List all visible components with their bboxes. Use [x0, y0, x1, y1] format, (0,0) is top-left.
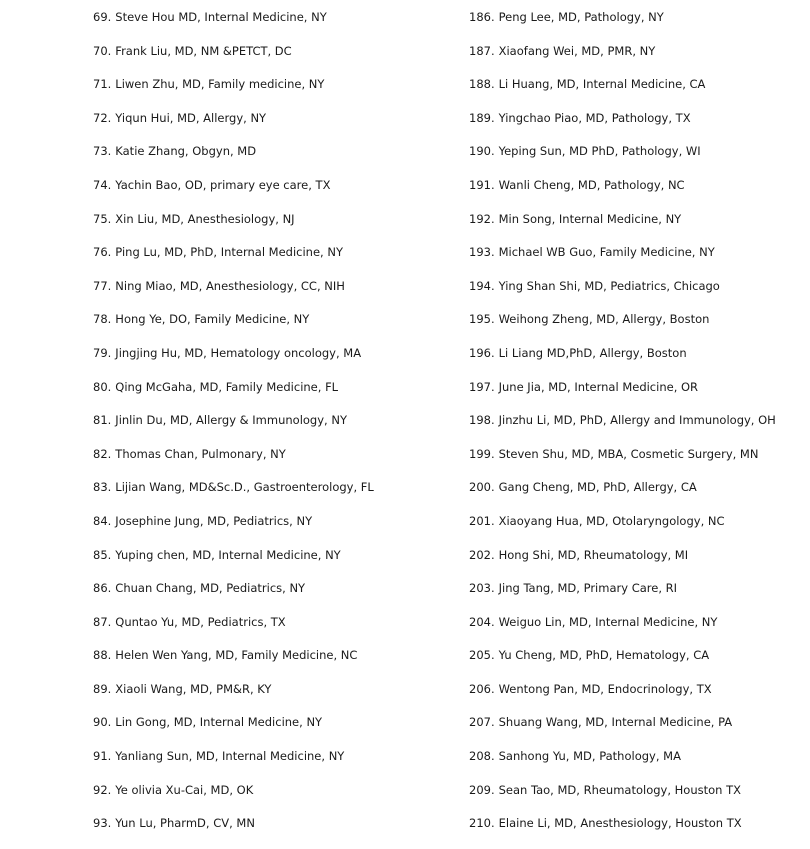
list-item-number: 92. — [93, 782, 112, 797]
list-item — [93, 177, 453, 211]
list-item-text: Jingjing Hu, MD, Hematology oncology, MA — [115, 345, 362, 360]
list-item-text: June Jia, MD, Internal Medicine, OR — [498, 379, 699, 394]
list-item — [93, 278, 453, 312]
list-item-text: Shuang Wang, MD, Internal Medicine, PA — [498, 715, 733, 730]
list-item-number: 72. — [93, 110, 112, 125]
list-item — [469, 177, 804, 211]
list-item — [93, 513, 453, 547]
list-item-number: 89. — [93, 681, 112, 696]
list-item-number: 74. — [93, 177, 112, 192]
list-item-number: 73. — [93, 144, 112, 159]
list-item — [469, 748, 804, 782]
list-item-number: 69. — [93, 10, 112, 24]
list-item-text: Yuping chen, MD, Internal Medicine, NY — [115, 547, 341, 562]
list-item-text: Hong Ye, DO, Family Medicine, NY — [115, 312, 310, 327]
list-item-number: 88. — [93, 648, 112, 663]
list-item-text: Jinzhu Li, MD, PhD, Allergy and Immunology, OH — [498, 413, 776, 428]
list-item-number: 190. — [469, 144, 495, 159]
list-item-text: Yingchao Piao, MD, Pathology, TX — [498, 110, 691, 125]
list-item — [469, 614, 804, 648]
list-item — [93, 143, 453, 177]
list-item — [469, 311, 804, 345]
list-item-text: Frank Liu, MD, NM &PETCT, DC — [115, 43, 292, 58]
list-item-number: 198. — [469, 413, 495, 428]
left-list — [93, 9, 453, 849]
list-item — [469, 513, 804, 547]
list-item-number: 210. — [469, 816, 495, 831]
list-item-number: 77. — [93, 278, 112, 293]
list-item-number: 197. — [469, 379, 495, 394]
list-item — [93, 76, 453, 110]
list-item-number: 204. — [469, 614, 495, 629]
list-item — [469, 647, 804, 681]
list-item — [93, 748, 453, 782]
list-item-text: Sean Tao, MD, Rheumatology, Houston TX — [498, 782, 742, 797]
list-item-text: Weihong Zheng, MD, Allergy, Boston — [498, 312, 710, 327]
right-list — [469, 9, 804, 849]
list-item-number: 188. — [469, 77, 495, 92]
list-item-text: Wanli Cheng, MD, Pathology, NC — [498, 177, 685, 192]
list-item-number: 206. — [469, 681, 495, 696]
list-item-text: Sanhong Yu, MD, Pathology, MA — [498, 749, 681, 764]
list-item — [93, 614, 453, 648]
list-item-text: Yeping Sun, MD PhD, Pathology, WI — [498, 144, 701, 159]
list-item-text: Wentong Pan, MD, Endocrinology, TX — [498, 681, 712, 696]
list-item-text: Xiaoli Wang, MD, PM&R, KY — [115, 681, 272, 696]
list-item-text: Elaine Li, MD, Anesthesiology, Houston TX — [498, 816, 742, 831]
list-item — [469, 9, 804, 43]
list-item-number: 93. — [93, 816, 112, 831]
list-item-number: 209. — [469, 782, 495, 797]
list-item-text: Peng Lee, MD, Pathology, NY — [498, 10, 664, 24]
list-item — [93, 9, 453, 43]
list-item — [469, 547, 804, 581]
list-item-number: 91. — [93, 749, 112, 764]
list-item-number: 86. — [93, 581, 112, 596]
list-item-number: 189. — [469, 110, 495, 125]
list-item — [93, 479, 453, 513]
list-item-text: Jing Tang, MD, Primary Care, RI — [498, 581, 678, 596]
list-item — [93, 345, 453, 379]
list-item-number: 193. — [469, 245, 495, 260]
list-item-number: 200. — [469, 480, 495, 495]
list-item-text: Jinlin Du, MD, Allergy & Immunology, NY — [115, 413, 347, 428]
list-item-text: Qing McGaha, MD, Family Medicine, FL — [115, 379, 339, 394]
list-item-text: Yanliang Sun, MD, Internal Medicine, NY — [115, 749, 345, 764]
list-item-number: 199. — [469, 446, 495, 461]
list-item-number: 85. — [93, 547, 112, 562]
list-item-number: 203. — [469, 581, 495, 596]
list-item-text: Yun Lu, PharmD, CV, MN — [115, 816, 255, 831]
list-item-number: 79. — [93, 345, 112, 360]
list-item — [469, 412, 804, 446]
list-item-text: Ying Shan Shi, MD, Pediatrics, Chicago — [498, 278, 720, 293]
list-item — [469, 681, 804, 715]
list-item — [93, 647, 453, 681]
list-item — [469, 782, 804, 816]
list-item-text: Xiaofang Wei, MD, PMR, NY — [498, 43, 656, 58]
list-item-text: Li Liang MD,PhD, Allergy, Boston — [498, 345, 687, 360]
list-item — [93, 681, 453, 715]
list-item-text: Ping Lu, MD, PhD, Internal Medicine, NY — [115, 245, 343, 260]
list-item-text: Josephine Jung, MD, Pediatrics, NY — [115, 513, 313, 528]
list-item-text: Quntao Yu, MD, Pediatrics, TX — [115, 614, 286, 629]
list-item-text: Yu Cheng, MD, PhD, Hematology, CA — [498, 648, 710, 663]
list-item — [469, 76, 804, 110]
list-item-number: 71. — [93, 77, 112, 92]
list-item-text: Min Song, Internal Medicine, NY — [498, 211, 682, 226]
list-item — [469, 278, 804, 312]
list-item-text: Lin Gong, MD, Internal Medicine, NY — [115, 715, 323, 730]
list-item-number: 84. — [93, 513, 112, 528]
list-item-text: Ning Miao, MD, Anesthesiology, CC, NIH — [115, 278, 345, 293]
list-item-text: Helen Wen Yang, MD, Family Medicine, NC — [115, 648, 358, 663]
list-item-number: 80. — [93, 379, 112, 394]
list-item-number: 202. — [469, 547, 495, 562]
list-item-text: Li Huang, MD, Internal Medicine, CA — [498, 77, 706, 92]
list-item-text: Xin Liu, MD, Anesthesiology, NJ — [115, 211, 295, 226]
list-item — [469, 143, 804, 177]
list-item — [93, 311, 453, 345]
list-item — [469, 815, 804, 849]
list-item-text: Weiguo Lin, MD, Internal Medicine, NY — [498, 614, 718, 629]
list-item-number: 75. — [93, 211, 112, 226]
list-item-text: Katie Zhang, Obgyn, MD — [115, 144, 257, 159]
list-item-number: 191. — [469, 177, 495, 192]
list-item — [469, 714, 804, 748]
list-item — [93, 211, 453, 245]
list-item-text: Xiaoyang Hua, MD, Otolaryngology, NC — [498, 513, 725, 528]
list-item-number: 207. — [469, 715, 495, 730]
list-item-number: 70. — [93, 43, 112, 58]
list-item-text: Lijian Wang, MD&Sc.D., Gastroenterology, FL — [115, 480, 374, 495]
list-item-text: Steven Shu, MD, MBA, Cosmetic Surgery, MN — [498, 446, 759, 461]
list-item-number: 195. — [469, 312, 495, 327]
list-item-text: Yiqun Hui, MD, Allergy, NY — [115, 110, 267, 125]
list-item-number: 82. — [93, 446, 112, 461]
list-item — [469, 479, 804, 513]
list-item — [93, 412, 453, 446]
list-item-text: Hong Shi, MD, Rheumatology, MI — [498, 547, 689, 562]
list-item — [93, 379, 453, 413]
list-item-number: 76. — [93, 245, 112, 260]
list-item — [469, 345, 804, 379]
list-item-number: 78. — [93, 312, 112, 327]
list-item — [93, 714, 453, 748]
list-item — [93, 547, 453, 581]
list-item-text: Liwen Zhu, MD, Family medicine, NY — [115, 77, 325, 92]
list-item-text: Gang Cheng, MD, PhD, Allergy, CA — [498, 480, 697, 495]
list-item-number: 205. — [469, 648, 495, 663]
list-item — [93, 244, 453, 278]
list-item-number: 83. — [93, 480, 112, 495]
list-item-text: Ye olivia Xu-Cai, MD, OK — [115, 782, 254, 797]
list-item — [469, 43, 804, 77]
list-item — [469, 110, 804, 144]
list-item-number: 192. — [469, 211, 495, 226]
list-item-number: 196. — [469, 345, 495, 360]
list-item-number: 90. — [93, 715, 112, 730]
list-item — [469, 580, 804, 614]
list-item-number: 81. — [93, 413, 112, 428]
list-item-text: Yachin Bao, OD, primary eye care, TX — [115, 177, 331, 192]
list-item — [93, 446, 453, 480]
list-item-text: Thomas Chan, Pulmonary, NY — [115, 446, 286, 461]
list-item — [469, 244, 804, 278]
list-item-number: 87. — [93, 614, 112, 629]
list-item-number: 187. — [469, 43, 495, 58]
list-item-text: Michael WB Guo, Family Medicine, NY — [498, 245, 715, 260]
list-item — [469, 446, 804, 480]
list-item-number: 186. — [469, 10, 495, 24]
list-item — [93, 782, 453, 816]
list-item — [469, 379, 804, 413]
list-item-text: Steve Hou MD, Internal Medicine, NY — [115, 10, 327, 24]
list-item — [93, 110, 453, 144]
list-item-text: Chuan Chang, MD, Pediatrics, NY — [115, 581, 306, 596]
list-item — [469, 211, 804, 245]
list-item-number: 194. — [469, 278, 495, 293]
list-item-number: 201. — [469, 513, 495, 528]
list-item — [93, 815, 453, 849]
list-item — [93, 43, 453, 77]
list-item-number: 208. — [469, 749, 495, 764]
list-item — [93, 580, 453, 614]
